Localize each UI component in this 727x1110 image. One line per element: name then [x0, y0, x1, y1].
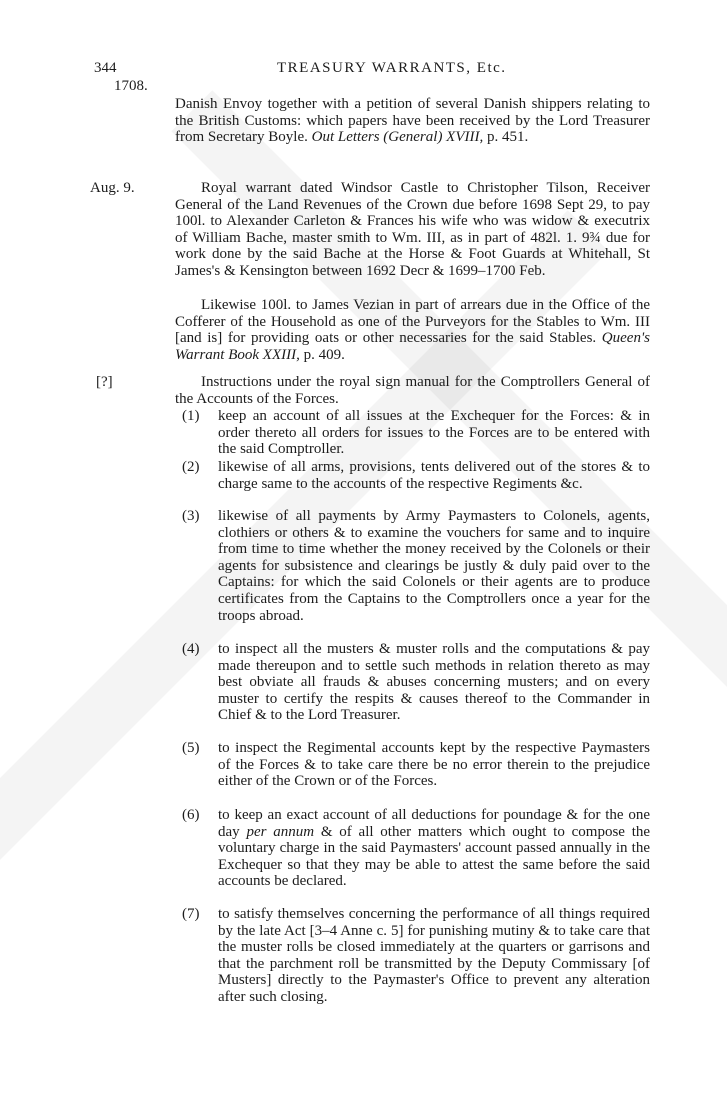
- list-item: [182, 641, 650, 724]
- item-text: likewise of all arms, provisions, tents delivered out of the stores & to charge same to the accounts of the respective Regiments &c.: [218, 459, 650, 492]
- list-item: [182, 508, 650, 624]
- item-number: (2): [182, 459, 200, 475]
- list-item: [182, 807, 651, 890]
- item-number: (3): [182, 508, 200, 524]
- entry-paragraph: [175, 297, 650, 363]
- item-text: to inspect the Regimental accounts kept by the respective Paymasters of the Forces & to take care there be no error therein to the prejudice either of the Crown or of the Forces.: [218, 740, 650, 790]
- source-page: p. 451.: [487, 129, 529, 146]
- list-item: [182, 740, 650, 790]
- entry-intro: Instructions under the royal sign manual for the Comptrollers General of the Accounts of the Forces.: [175, 374, 650, 407]
- item-text: to inspect all the musters & muster rolls and the computations & pay made thereupon and to settle such methods in relation thereto as may best obviate all frauds & abuses concerning musters; and on every muster to certify the respits & causes thereof to the Commander in Chief & to the Lord Treasurer.: [218, 641, 650, 724]
- entry-paragraph: [175, 96, 650, 146]
- item-number: (7): [182, 906, 200, 922]
- list-item: [182, 408, 650, 458]
- running-title: TREASURY WARRANTS, Etc.: [277, 60, 507, 76]
- paragraph-text: Likewise 100l. to James Vezian in part of arrears due in the Office of the Cofferer of the Household as one of the Purveyors for the Stables to Wm. III [and is] for providing oats or other necessaries for the said Stables.: [175, 297, 650, 347]
- list-item: [182, 459, 650, 492]
- item-number: (6): [182, 807, 200, 823]
- margin-date: Aug. 9.: [90, 180, 135, 196]
- entry-paragraph: Royal warrant dated Windsor Castle to Christopher Tilson, Receiver General of the Land Revenues of the Crown due before 1698 Sept 29, to pay 100l. to Alexander Carleton & Frances his wife who was widow & executrix of William Bache, master smith to Wm. III, as in part of 482l. 1. 9¾ due for work done by the said Bache at the Horse & Foot Guards at Whitehall, St James's & Kensington between 1692 Decr & 1699–1700 Feb.: [175, 180, 650, 279]
- source-page: p. 409.: [303, 346, 345, 363]
- item-text-italic: per annum: [246, 823, 315, 840]
- source-reference: Out Letters (General) XVIII,: [311, 129, 484, 146]
- item-number: (4): [182, 641, 200, 657]
- item-text: & of all other matters which ought to compose the voluntary charge in the said Paymasters' account passed annually in the Exchequer so that they may be able to attest the same before the said accounts be declared.: [218, 823, 651, 890]
- source-reference: Queen's Warrant Book XXIII,: [175, 330, 650, 363]
- margin-date: [?]: [96, 374, 113, 390]
- item-text: likewise of all payments by Army Paymasters to Colonels, agents, clothiers or others & to examine the vouchers for same and to inquire from time to time whether the money received by the Colonels or their agents for subsistence and clearings be justly & duly paid over to the Captains: for which the said Colonels or their agents are to produce certificates from the Captains to the Comptrollers once a year for the troops abroad.: [218, 508, 650, 624]
- item-number: (1): [182, 408, 200, 424]
- margin-year: 1708.: [114, 78, 148, 94]
- item-text: to keep an exact account of all deductions for poundage & for the one day: [218, 807, 650, 840]
- list-item: [182, 906, 650, 1006]
- paragraph-text: Danish Envoy together with a petition of several Danish shippers relating to the British Customs: which papers have been received by the Lord Treasurer from Secretary Boyle.: [175, 96, 650, 146]
- item-number: (5): [182, 740, 200, 756]
- item-text: keep an account of all issues at the Exchequer for the Forces: & in order thereto all orders for issues to the Forces are to be entered with the said Comptroller.: [218, 408, 650, 458]
- item-text: to satisfy themselves concerning the performance of all things required by the late Act [3–4 Anne c. 5] for punishing mutiny & to take care that the muster rolls be closed immediately at the quarters or garrisons and that the parchment roll be transmitted by the Deputy Commissary [of Musters] directly to the Paymaster's Office to prevent any alteration after such closing.: [218, 906, 650, 1005]
- page-number: 344: [94, 60, 117, 76]
